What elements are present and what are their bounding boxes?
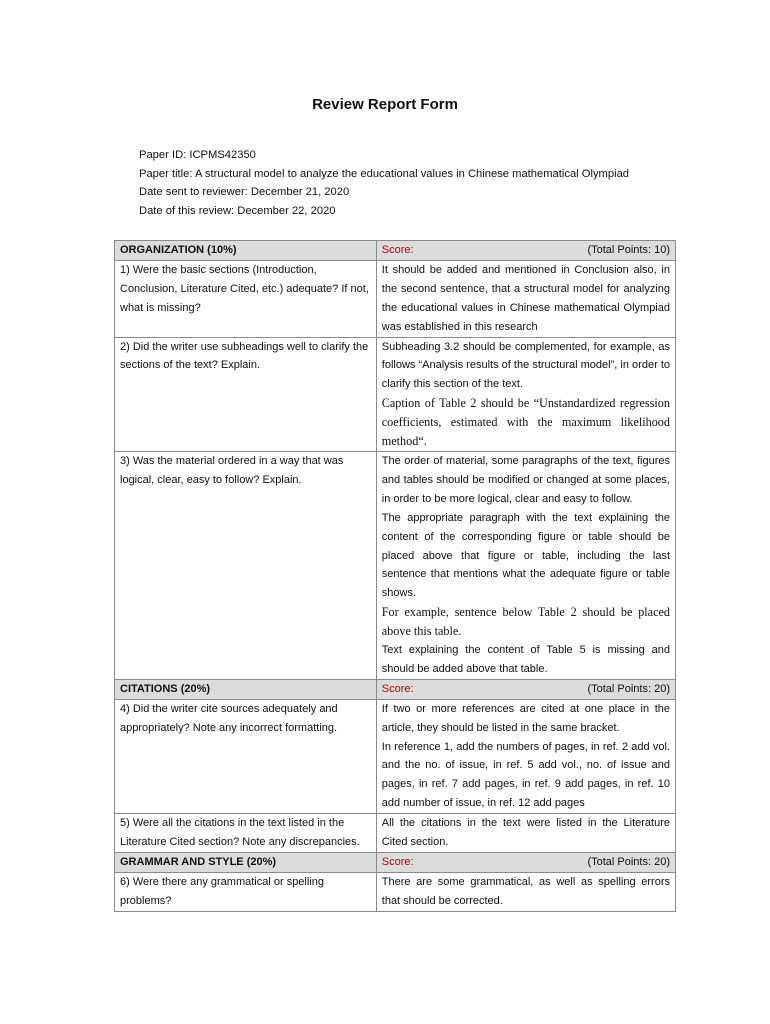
date-sent: Date sent to reviewer: December 21, 2020 <box>139 186 350 199</box>
answer-paragraph: If two or more references are cited at one place in the article, they should be listed in the same bracket. <box>381 702 670 734</box>
answer-paragraph: Subheading 3.2 should be complemented, for example, as follows “Analysis results of the structural model”, in order to clarify this section of the text. <box>381 340 670 391</box>
section-title: GRAMMAR AND STYLE (20%) <box>115 853 377 873</box>
score-cell <box>376 679 675 699</box>
total-points: (Total Points: 20) <box>587 856 670 868</box>
question-row <box>115 699 676 813</box>
answer-paragraph: For example, sentence below Table 2 should be placed above this table. <box>381 605 670 639</box>
question-4: 4) Did the writer cite sources adequately and appropriately? Note any incorrect formatting. <box>115 699 377 813</box>
question-5: 5) Were all the citations in the text listed in the Literature Cited section? Note any discrepancies. <box>115 814 377 853</box>
form-title: Review Report Form <box>312 96 458 113</box>
score-cell <box>376 853 675 873</box>
question-row <box>115 451 676 679</box>
score-label: Score: <box>381 856 414 868</box>
question-3: 3) Was the material ordered in a way that was logical, clear, easy to follow? Explain. <box>115 451 377 679</box>
question-row <box>115 337 676 451</box>
answer-3 <box>376 451 675 679</box>
answer-4 <box>376 699 675 813</box>
paper-metadata <box>139 146 639 220</box>
date-review: Date of this review: December 22, 2020 <box>139 204 336 217</box>
answer-6: There are some grammatical, as well as spelling errors that should be corrected. <box>376 872 675 911</box>
total-points: (Total Points: 10) <box>587 244 670 256</box>
paper-id: Paper ID: ICPMS42350 <box>139 149 256 161</box>
answer-paragraph: In reference 1, add the numbers of pages, in ref. 2 add vol. and the no. of issue, in ref. 5 add vol., no. of issue and pages, in ref. 7 add pages, in ref. 9 add pages, in ref. 10 add number of issue, in ref. 12 add pages <box>381 740 670 810</box>
answer-paragraph: Text explaining the content of Table 5 is missing and should be added above that table. <box>381 644 670 675</box>
question-6: 6) Were there any grammatical or spelling problems? <box>115 872 377 911</box>
answer-paragraph: Caption of Table 2 should be “Unstandardized regression coefficients, estimated with the maximum likelihood method“. <box>381 396 670 449</box>
review-table <box>114 240 676 912</box>
answer-1: It should be added and mentioned in Conclusion also, in the second sentence, that a structural model for analyzing the educational values in Chinese mathematical Olympiad was established in this research <box>376 260 675 337</box>
total-points: (Total Points: 20) <box>587 682 670 695</box>
score-label: Score: <box>381 244 414 256</box>
section-header-organization <box>115 241 676 261</box>
paper-title: Paper title: A structural model to analyze the educational values in Chinese mathematical Olympiad <box>139 167 630 180</box>
answer-2 <box>376 337 675 451</box>
question-row <box>115 814 676 853</box>
score-label: Score: <box>381 682 414 695</box>
answer-paragraph: The order of material, some paragraphs of the text, figures and tables should be modified or changed at some places, in order to be more logical, clear and easy to follow. <box>381 454 670 505</box>
question-row <box>115 872 676 911</box>
answer-5: All the citations in the text were listed in the Literature Cited section. <box>376 814 675 853</box>
question-row <box>115 260 676 337</box>
question-1: 1) Were the basic sections (Introduction, Conclusion, Literature Cited, etc.) adequate? If not, what is missing? <box>115 260 377 337</box>
question-2: 2) Did the writer use subheadings well to clarify the sections of the text? Explain. <box>115 337 377 451</box>
score-cell <box>376 241 675 261</box>
section-header-citations <box>115 679 676 699</box>
section-title: ORGANIZATION (10%) <box>115 241 377 261</box>
section-title: CITATIONS (20%) <box>115 679 377 699</box>
section-header-grammar <box>115 853 676 873</box>
answer-paragraph: The appropriate paragraph with the text explaining the content of the corresponding figure or table should be placed above that figure or table, including the last sentence that mentions what the adequate figure or table shows. <box>381 511 670 600</box>
